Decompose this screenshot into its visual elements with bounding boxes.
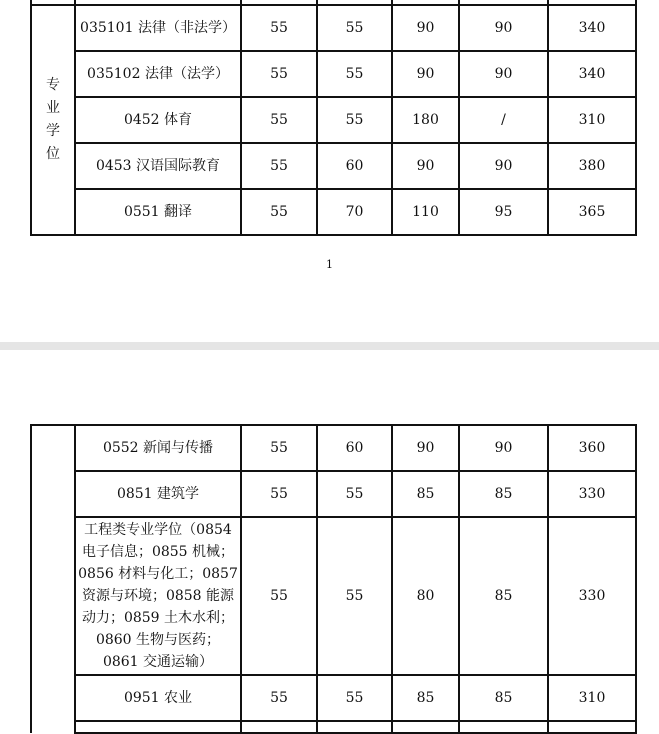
score-cell: 55 [241,51,317,97]
score-table-page-1 [30,0,637,236]
score-cell: 55 [317,97,392,143]
score-cell: 90 [459,5,548,51]
category-cell [31,425,75,733]
score-cell: 90 [392,143,459,189]
score-cell: 55 [241,143,317,189]
score-cell: 90 [392,425,459,471]
score-cell: 55 [241,517,317,675]
score-cell: 85 [392,675,459,721]
score-cell: 180 [392,97,459,143]
score-table-page-2 [30,424,637,734]
score-cell: 90 [459,425,548,471]
major-name: 035102 法律（法学） [75,51,241,97]
total-cell: 310 [548,97,636,143]
table-row [31,471,636,517]
score-cell: 90 [459,51,548,97]
table-row [31,97,636,143]
total-cell: 330 [548,471,636,517]
major-name: 0453 汉语国际教育 [75,143,241,189]
total-cell: 310 [548,675,636,721]
score-cell: 55 [317,517,392,675]
score-cell: 60 [317,425,392,471]
score-cell: 80 [392,517,459,675]
total-cell: 365 [548,189,636,235]
total-cell: 340 [548,5,636,51]
score-cell: 90 [459,143,548,189]
score-cell: 85 [392,471,459,517]
score-cell: 55 [241,425,317,471]
score-cell: 110 [392,189,459,235]
total-cell: 380 [548,143,636,189]
score-cell: 55 [241,675,317,721]
category-cell [31,5,75,235]
table-row-cut [31,721,636,733]
score-cell: 55 [317,51,392,97]
total-cell: 340 [548,51,636,97]
page-1 [0,0,659,342]
score-cell: 70 [317,189,392,235]
total-cell: 330 [548,517,636,675]
score-cell: 60 [317,143,392,189]
score-cell: 55 [241,97,317,143]
score-cell: 85 [459,471,548,517]
score-cell: 55 [317,5,392,51]
table-row [31,5,636,51]
score-cell: 85 [459,517,548,675]
page-separator [0,342,659,350]
score-cell: 55 [241,471,317,517]
score-cell: 85 [459,675,548,721]
score-cell: 55 [241,5,317,51]
major-name: 0951 农业 [75,675,241,721]
table-cell [459,721,548,733]
score-cell: 95 [459,189,548,235]
page-number: 1 [326,258,333,271]
table-row [31,51,636,97]
score-cell: 55 [241,189,317,235]
score-cell: 55 [317,471,392,517]
major-name-multiline: 工程类专业学位（0854 电子信息；0855 机械；0856 材料与化工；0857 资源与环境；0858 能源动力；0859 土木水利；0860 生物与医药； 0861 交通运输） [75,517,241,675]
score-cell: 55 [317,675,392,721]
major-name: 035101 法律（非法学） [75,5,241,51]
table-row [31,189,636,235]
major-name: 0851 建筑学 [75,471,241,517]
score-cell: 90 [392,5,459,51]
score-cell: / [459,97,548,143]
major-name: 0452 体育 [75,97,241,143]
table-cell [392,721,459,733]
table-cell [75,721,241,733]
table-cell [548,721,636,733]
table-row [31,675,636,721]
major-name: 0551 翻译 [75,189,241,235]
table-cell [241,721,317,733]
total-cell: 360 [548,425,636,471]
table-row [31,425,636,471]
table-cell [317,721,392,733]
page-2 [0,350,659,728]
table-row [31,517,636,675]
category-label: 专业学位 [46,77,60,162]
major-name: 0552 新闻与传播 [75,425,241,471]
table-row [31,143,636,189]
score-cell: 90 [392,51,459,97]
